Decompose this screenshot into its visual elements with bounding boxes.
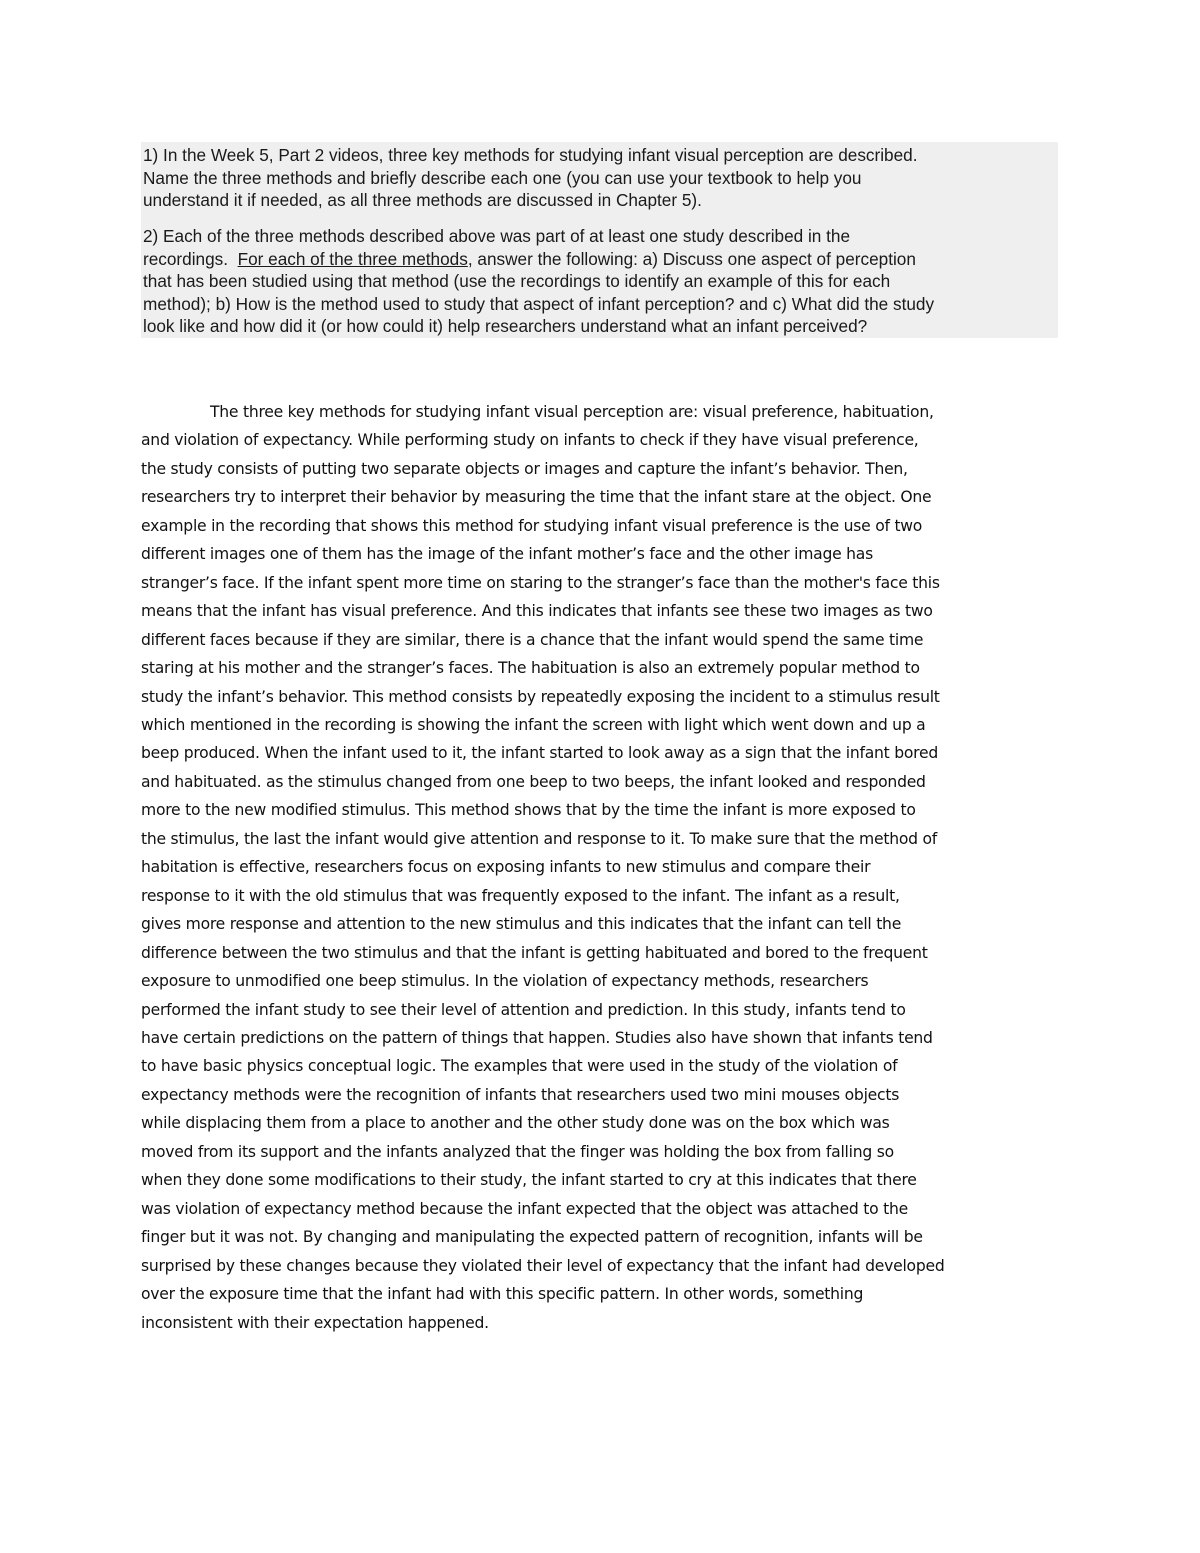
answer-line: and violation of expectancy. While performing study on infants to check if they have visual preference, xyxy=(141,431,919,450)
answer-line: surprised by these changes because they violated their level of expectancy that the infant had developed xyxy=(141,1256,945,1275)
question-1-line: Name the three methods and briefly describe each one (you can use your textbook to help you xyxy=(143,167,862,188)
answer-line: more to the new modified stimulus. This method shows that by the time the infant is more exposed to xyxy=(141,801,916,820)
answer-line: the stimulus, the last the infant would give attention and response to it. To make sure that the method of xyxy=(141,829,938,848)
answer-line: researchers try to interpret their behavior by measuring the time that the infant stare at the object. One xyxy=(141,488,932,507)
question-1-line: understand it if needed, as all three methods are discussed in Chapter 5). xyxy=(143,190,702,211)
underlined-instruction: For each of the three methods xyxy=(237,248,468,269)
answer-line: exposure to unmodified one beep stimulus. In the violation of expectancy methods, researchers xyxy=(141,972,869,991)
question-2-line: look like and how did it (or how could it) help researchers understand what an infant perceived? xyxy=(143,316,868,337)
question-2-text: recordings. xyxy=(143,248,238,269)
answer-line: expectancy methods were the recognition of infants that researchers used two mini mouses objects xyxy=(141,1085,900,1104)
answer-line: different faces because if they are similar, there is a chance that the infant would spend the same time xyxy=(141,630,924,649)
answer-line: stranger’s face. If the infant spent more time on staring to the stranger’s face than the mother's face this xyxy=(141,573,940,592)
answer-line: have certain predictions on the pattern of things that happen. Studies also have shown that infants tend xyxy=(141,1028,933,1047)
question-2-line: that has been studied using that method (use the recordings to identify an example of this for each xyxy=(143,271,891,292)
answer-line: over the exposure time that the infant had with this specific pattern. In other words, something xyxy=(141,1285,864,1304)
answer-line: example in the recording that shows this method for studying infant visual preference is the use of two xyxy=(141,516,923,535)
answer-line: study the infant’s behavior. This method consists by repeatedly exposing the incident to a stimulus result xyxy=(141,687,940,706)
answer-line: difference between the two stimulus and that the infant is getting habituated and bored to the frequent xyxy=(141,943,928,962)
answer-line: which mentioned in the recording is showing the infant the screen with light which went down and up a xyxy=(141,715,926,734)
question-2-line: 2) Each of the three methods described above was part of at least one study described in the xyxy=(143,226,851,246)
answer-line: gives more response and attention to the new stimulus and this indicates that the infant can tell the xyxy=(141,915,902,934)
answer-line: while displacing them from a place to another and the other study done was on the box which was xyxy=(141,1114,890,1133)
answer-line: moved from its support and the infants analyzed that the finger was holding the box from falling so xyxy=(141,1142,894,1161)
question-2 xyxy=(143,225,934,338)
question-1 xyxy=(143,144,918,212)
answer-line: different images one of them has the image of the infant mother’s face and the other image has xyxy=(141,545,873,564)
answer-line: and habituated. as the stimulus changed from one beep to two beeps, the infant looked and responded xyxy=(141,772,926,791)
answer-line: was violation of expectancy method because the infant expected that the object was attached to the xyxy=(141,1199,908,1218)
answer-line: response to it with the old stimulus that was frequently exposed to the infant. The infant as a result, xyxy=(141,886,900,905)
answer-line: performed the infant study to see their level of attention and prediction. In this study, infants tend to xyxy=(141,1000,906,1019)
answer-line: habitation is effective, researchers focus on exposing infants to new stimulus and compare their xyxy=(141,858,871,877)
answer-line: when they done some modifications to their study, the infant started to cry at this indicates that there xyxy=(141,1171,917,1190)
answer-line: means that the infant has visual preference. And this indicates that infants see these two images as two xyxy=(141,602,933,621)
question-2-text: , answer the following: a) Discuss one aspect of perception xyxy=(467,248,916,269)
answer-line: beep produced. When the infant used to it, the infant started to look away as a sign that the infant bored xyxy=(141,744,938,763)
answer-line: staring at his mother and the stranger’s faces. The habituation is also an extremely popular method to xyxy=(141,659,920,678)
assignment-prompt-box xyxy=(141,142,1058,338)
answer-line: to have basic physics conceptual logic. The examples that were used in the study of the violation of xyxy=(141,1057,898,1076)
answer-line: inconsistent with their expectation happened. xyxy=(141,1313,489,1332)
answer-line: finger but it was not. By changing and manipulating the expected pattern of recognition, infants will be xyxy=(141,1228,923,1247)
answer-line: The three key methods for studying infant visual perception are: visual preference, habituation, xyxy=(210,403,934,421)
answer-line: the study consists of putting two separate objects or images and capture the infant’s behavior. Then, xyxy=(141,459,908,478)
answer-paragraph xyxy=(141,398,1071,1337)
question-1-line: 1) In the Week 5, Part 2 videos, three key methods for studying infant visual perception are described. xyxy=(143,145,918,165)
question-2-line xyxy=(143,248,934,271)
question-2-line: method); b) How is the method used to study that aspect of infant perception? and c) What did the study xyxy=(143,293,935,314)
